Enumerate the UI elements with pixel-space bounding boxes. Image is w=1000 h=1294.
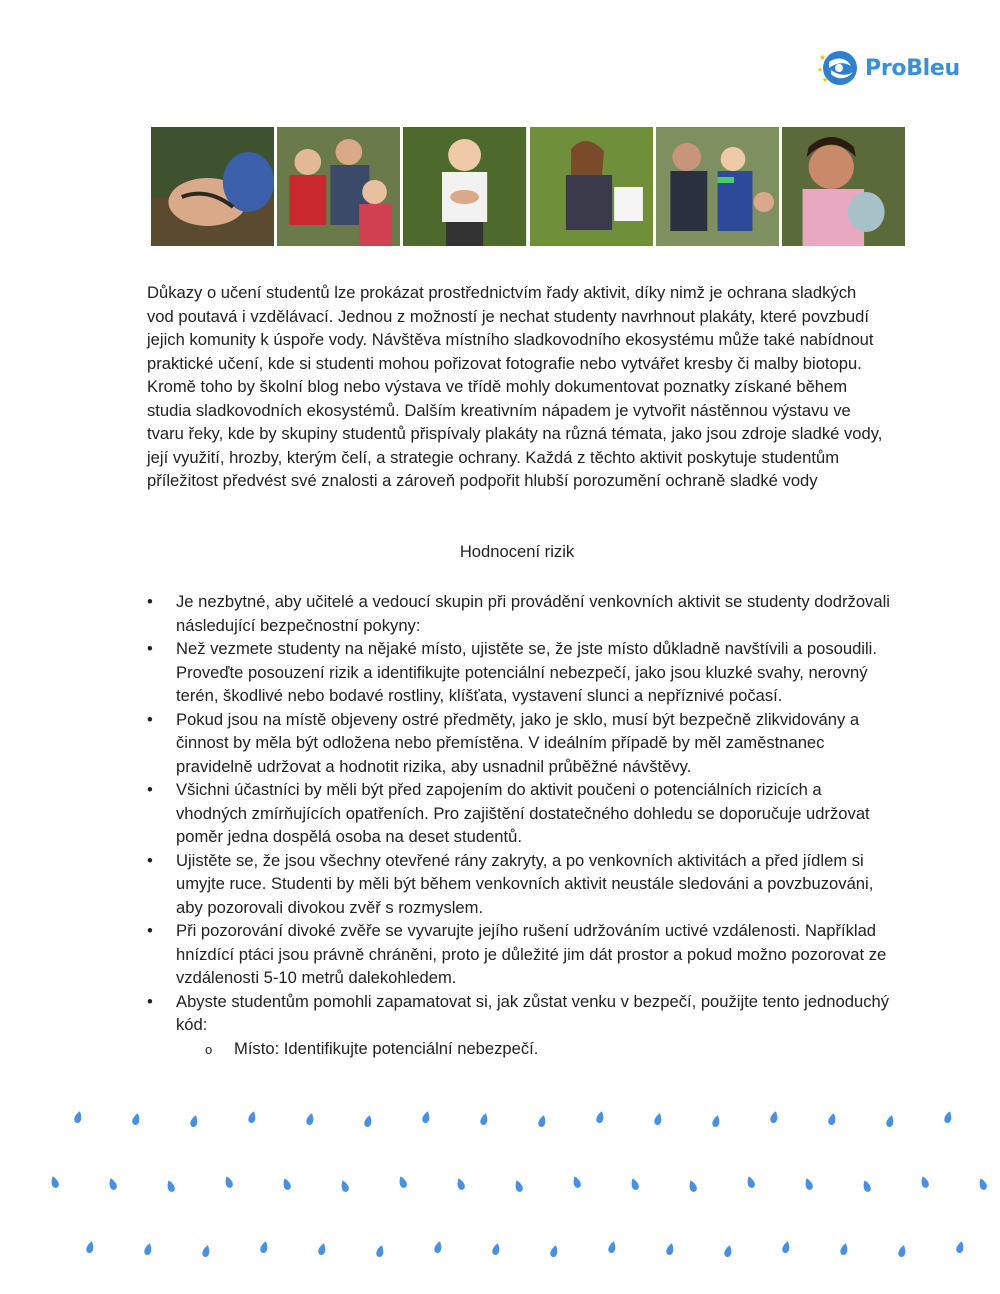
water-drop-icon bbox=[421, 1110, 431, 1123]
logo-text: ProBleu bbox=[865, 55, 960, 81]
woman-teaching-outdoors-photo bbox=[530, 127, 656, 246]
water-drop-decoration bbox=[0, 1100, 1000, 1270]
water-drop-icon bbox=[977, 1177, 987, 1191]
section-heading: Hodnocení rizik bbox=[459, 542, 575, 561]
bullet-marker: • bbox=[147, 921, 153, 940]
bullet-marker: • bbox=[147, 709, 153, 729]
sub-list-item bbox=[205, 1037, 892, 1061]
water-drop-icon bbox=[305, 1112, 315, 1125]
water-drop-icon bbox=[131, 1112, 141, 1125]
list-item bbox=[147, 637, 892, 708]
risk-bullet-list bbox=[147, 590, 892, 1060]
water-drop-icon bbox=[769, 1110, 779, 1123]
water-drop-icon bbox=[955, 1240, 965, 1253]
svg-text:★: ★ bbox=[819, 53, 827, 62]
water-drop-icon bbox=[861, 1179, 871, 1193]
photo-strip bbox=[151, 127, 905, 246]
probleu-logo bbox=[815, 46, 965, 90]
water-drop-icon bbox=[223, 1175, 233, 1189]
water-drop-icon bbox=[745, 1175, 755, 1189]
water-drop-icon bbox=[317, 1242, 327, 1255]
bullet-marker: • bbox=[147, 850, 153, 870]
water-drop-icon bbox=[571, 1175, 581, 1189]
water-drop-icon bbox=[943, 1110, 953, 1123]
list-item-text: Pokud jsou na místě objeveny ostré předměty, jako je sklo, musí být bezpečně zlikvidovány a činnost by měla být odložena nebo přemístěna. V ideálním případě by měl zaměstnanec pravidelně udržovat a hodnotit rizika, aby usnadnil průběžné návštěvy. bbox=[176, 709, 860, 776]
water-drop-icon bbox=[259, 1240, 269, 1253]
boy-holding-creature-photo bbox=[403, 127, 529, 246]
sub-bullet-marker: o bbox=[205, 1041, 213, 1057]
water-drop-icon bbox=[803, 1177, 813, 1191]
water-drop-icon bbox=[537, 1114, 547, 1127]
sub-list-item-text: Místo: Identifikujte potenciální nebezpečí. bbox=[234, 1038, 539, 1058]
list-item bbox=[147, 849, 892, 920]
water-drop-icon bbox=[281, 1177, 291, 1191]
list-item-text: Ujistěte se, že jsou všechny otevřené rány zakryty, a po venkovních aktivitách a před jídlem si umyjte ruce. Studenti by měli být během venkovních aktivit neustále sledováni a povzbuzováni, aby pozorovali divokou zvěř s rozmyslem. bbox=[176, 850, 874, 917]
water-drop-icon bbox=[491, 1242, 501, 1255]
water-drop-icon bbox=[653, 1112, 663, 1125]
water-drop-icon bbox=[107, 1177, 117, 1191]
girl-with-jar-photo bbox=[782, 127, 905, 246]
water-drop-icon bbox=[665, 1242, 675, 1255]
water-drop-icon bbox=[885, 1114, 895, 1127]
list-item-text: Než vezmete studenty na nějaké místo, ujistěte se, že jste místo důkladně navštívili a posoudili. Proveďte posouzení rizik a identifikujte potenciální nebezpečí, jako jsou kluzké svahy, nerovný terén, škodlivé nebo bodavé rostliny, klíšťata, vystavení slunci a nepříznivé počasí. bbox=[176, 639, 877, 705]
sub-bullet-list bbox=[176, 1037, 892, 1061]
list-item bbox=[147, 708, 892, 779]
list-item-text: Abyste studentům pomohli zapamatovat si, jak zůstat venku v bezpečí, použijte tento jednoduchý kód: bbox=[176, 991, 890, 1034]
water-drop-icon bbox=[49, 1175, 59, 1189]
list-item-text: Je nezbytné, aby učitelé a vedoucí skupin při provádění venkovních aktivit se studenty dodržovali následující bezpečnostní pokyny: bbox=[176, 592, 890, 635]
children-pond-activity-photo bbox=[656, 127, 782, 246]
water-drop-icon bbox=[827, 1112, 837, 1125]
list-item bbox=[147, 990, 892, 1061]
water-drop-icon bbox=[455, 1177, 465, 1191]
water-drop-icon bbox=[375, 1244, 385, 1257]
water-drop-icon bbox=[201, 1244, 211, 1257]
list-item-text: Při pozorování divoké zvěře se vyvarujte jejího rušení udržováním uctivé vzdálenosti. Například hnízdící ptáci jsou právně chráněni, proto je důležité jim dát prostor a pokud možno pozorovat ze vzdálenosti 5-10 metrů dalekohledem. bbox=[176, 921, 887, 987]
water-drop-icon bbox=[85, 1240, 95, 1253]
water-drop-icon bbox=[919, 1175, 929, 1189]
bullet-marker: • bbox=[147, 639, 153, 658]
list-item bbox=[147, 778, 892, 849]
water-drop-icon bbox=[479, 1112, 489, 1125]
water-drop-icon bbox=[397, 1175, 407, 1189]
list-item bbox=[147, 919, 892, 990]
water-drop-icon bbox=[339, 1179, 349, 1193]
body-paragraph: Důkazy o učení studentů lze prokázat prostřednictvím řady aktivit, díky nimž je ochrana sladkých vod poutavá i vzdělávací. Jednou z možností je nechat studenty navrhnout plakáty, které povzbudí jejich komunity k úspoře vody. Návštěva místního sladkovodního ekosystému může také nabídnout praktické učení, kde si studenti mohou pořizovat fotografie nebo vytvářet kresby či malby biotopu. Kromě toho by školní blog nebo výstava ve třídě mohly dokumentovat poznatky získané během studia sladkovodních ekosystémů. Dalším kreativním nápadem je vytvořit nástěnnou výstavu ve tvaru řeky, kde by skupiny studentů přispívaly plakáty na různá témata, jako jsou zdroje sladké vody, její využití, hrozby, kterým čelí, a strategie ochrany. Každá z těchto aktivit poskytuje studentům příležitost předvést své znalosti a zároveň podpořit hlubší porozumění ochraně sladké vody bbox=[147, 283, 883, 490]
list-item-text: Všichni účastníci by měli být před zapojením do aktivit poučeni o potenciálních rizicích a vhodných zmírňujících opatřeních. Pro zajištění dostatečného dohledu se doporučuje udržovat poměr jedna dospělá osoba na deset studentů. bbox=[176, 780, 870, 846]
hands-holding-newt-photo bbox=[151, 127, 277, 246]
water-drop-icon bbox=[247, 1110, 257, 1123]
water-drop-icon bbox=[839, 1242, 849, 1255]
list-item bbox=[147, 590, 892, 637]
water-drop-icon bbox=[513, 1179, 523, 1193]
water-drop-icon bbox=[607, 1240, 617, 1253]
water-drop-icon bbox=[165, 1179, 175, 1193]
svg-text:★: ★ bbox=[817, 67, 824, 74]
svg-text:★: ★ bbox=[822, 77, 829, 84]
water-drop-icon bbox=[629, 1177, 639, 1191]
water-drop-icon bbox=[595, 1110, 605, 1123]
probleu-globe-icon bbox=[815, 46, 861, 90]
water-drop-icon bbox=[143, 1242, 153, 1255]
water-drop-icon bbox=[781, 1240, 791, 1253]
water-drop-icon bbox=[711, 1114, 721, 1127]
bullet-marker: • bbox=[147, 991, 153, 1011]
water-drop-icon bbox=[363, 1114, 373, 1127]
bullet-marker: • bbox=[147, 780, 153, 799]
water-drop-icon bbox=[897, 1244, 907, 1257]
water-drop-icon bbox=[433, 1240, 443, 1253]
water-drop-icon bbox=[189, 1114, 199, 1127]
water-drop-icon bbox=[549, 1244, 559, 1257]
water-drop-icon bbox=[73, 1110, 83, 1123]
bullet-marker: • bbox=[147, 592, 153, 611]
water-drop-icon bbox=[723, 1244, 733, 1257]
children-with-teacher-photo bbox=[277, 127, 403, 246]
water-drop-icon bbox=[687, 1179, 697, 1193]
